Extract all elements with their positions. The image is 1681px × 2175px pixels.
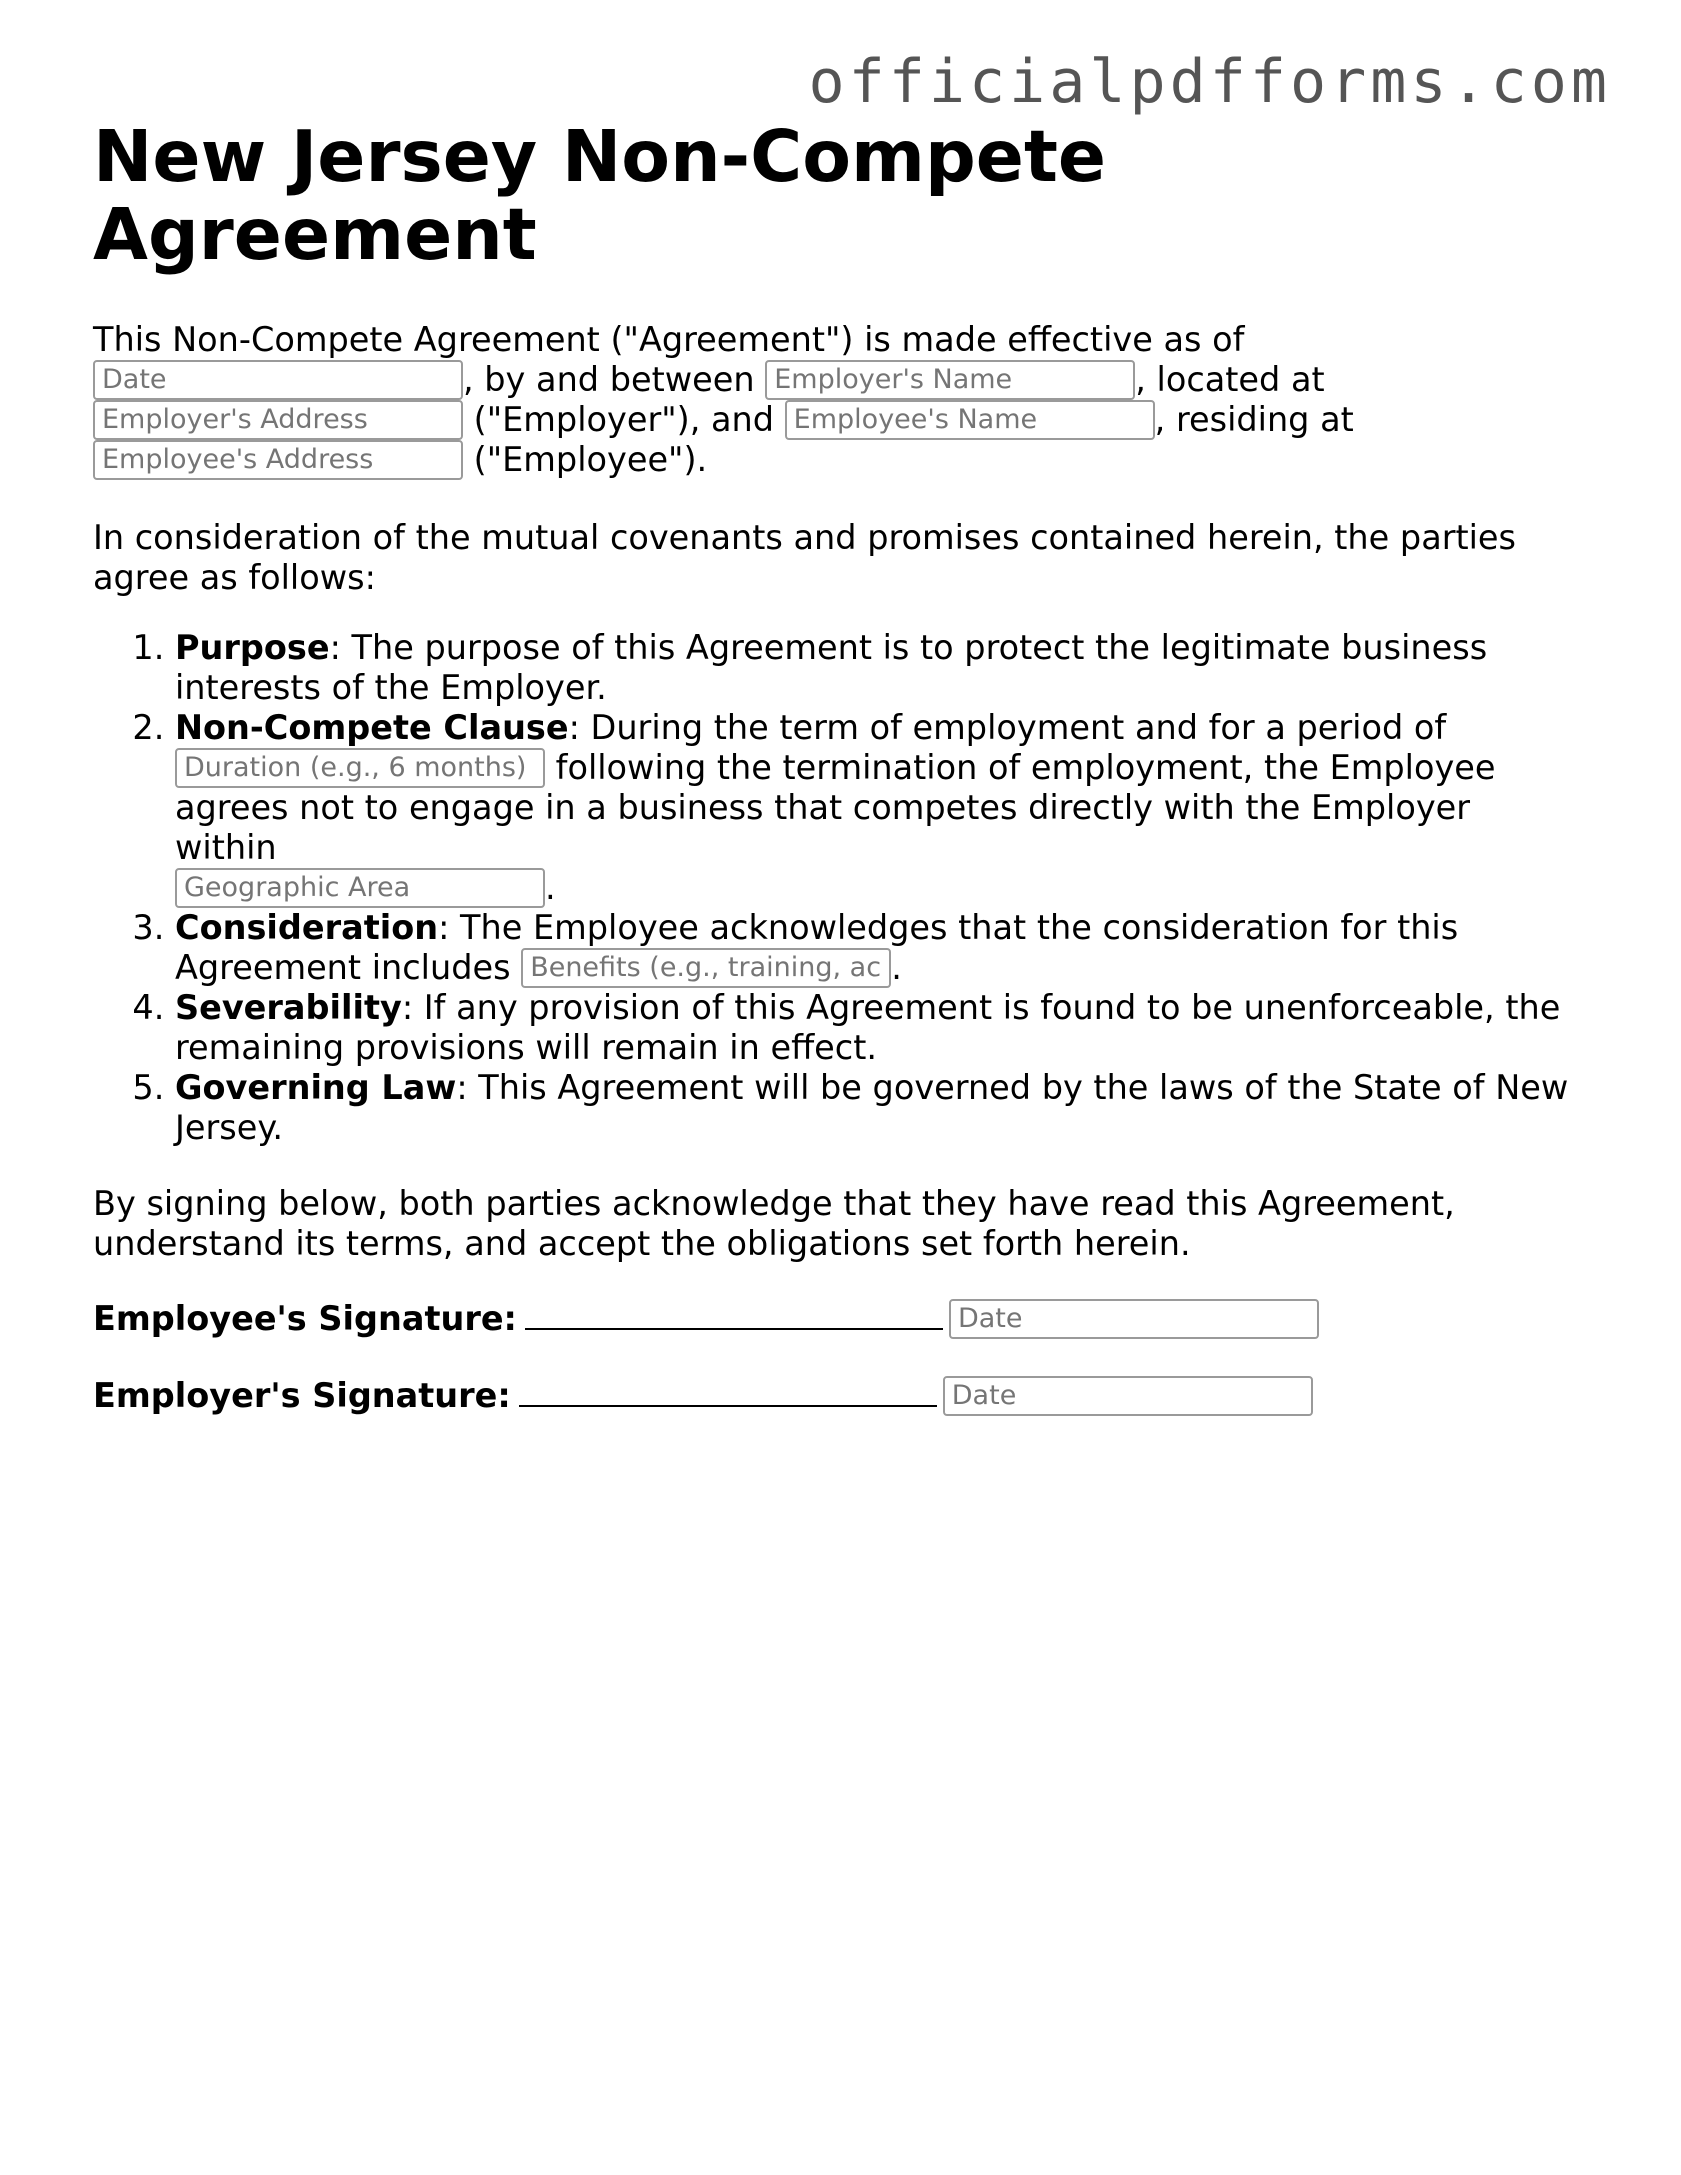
employee-signature-date-input[interactable] [949,1299,1319,1339]
watermark: officialpdfforms.com [808,47,1611,117]
employer-name-input[interactable] [765,360,1135,400]
intro-text-3: , located at [1135,360,1325,400]
consideration-paragraph: In consideration of the mutual covenants and promises contained herein, the parties agree as follows: [93,518,1516,598]
duration-input[interactable] [175,748,545,788]
employee-signature-line[interactable] [525,1298,943,1330]
intro-text-5: , residing at [1154,400,1354,440]
clause-consideration [175,908,1573,988]
clause-non-compete [175,708,1573,908]
clause-text: : The Employee acknowledges that the consideration for this Agreement includes [175,908,1459,988]
closing-paragraph: By signing below, both parties acknowledge that they have read this Agreement, understand its terms, and accept the obligations set forth herein. [93,1184,1455,1264]
geographic-area-input[interactable] [175,868,545,908]
employer-signature-date-input[interactable] [943,1376,1313,1416]
clause-governing-law [175,1068,1573,1148]
employee-signature-row [93,1298,1573,1339]
intro-text-1: This Non-Compete Agreement ("Agreement") is made effective as of [93,320,1245,360]
page-title: New Jersey Non-Compete Agreement [93,115,1107,277]
intro-text-6: ("Employee"). [473,440,708,480]
agreement-document [93,115,1573,1416]
intro-text-2: , by and between [463,360,755,400]
employer-signature-row [93,1375,1573,1416]
intro-paragraph [93,320,1573,480]
employee-address-input[interactable] [93,440,463,480]
clause-text: . [891,948,902,988]
effective-date-input[interactable] [93,360,463,400]
clause-title: Severability [175,988,402,1028]
clause-text: : During the term of employment and for a period of [568,708,1447,748]
clause-severability [175,988,1573,1068]
clause-text: following the termination of employment, the Employee agrees not to engage in a business that competes directly with the Employer within [175,748,1496,868]
clause-title: Purpose [175,628,330,668]
clauses-list [93,628,1573,1148]
employee-signature-label: Employee's Signature: [93,1299,517,1339]
clause-title: Governing Law [175,1068,457,1108]
clause-text: : If any provision of this Agreement is found to be unenforceable, the remaining provisions will remain in effect. [175,988,1561,1068]
employee-name-input[interactable] [785,400,1155,440]
employer-signature-line[interactable] [519,1375,937,1407]
benefits-input[interactable] [521,948,891,988]
employer-address-input[interactable] [93,400,463,440]
clause-purpose [175,628,1573,708]
clause-title: Non-Compete Clause [175,708,569,748]
clause-title: Consideration [175,908,439,948]
employer-signature-label: Employer's Signature: [93,1376,511,1416]
clause-text: : The purpose of this Agreement is to protect the legitimate business interests of the Employer. [175,628,1488,708]
clause-text: : This Agreement will be governed by the laws of the State of New Jersey. [175,1068,1569,1148]
intro-text-4: ("Employer"), and [473,400,775,440]
clause-text: . [545,868,556,908]
